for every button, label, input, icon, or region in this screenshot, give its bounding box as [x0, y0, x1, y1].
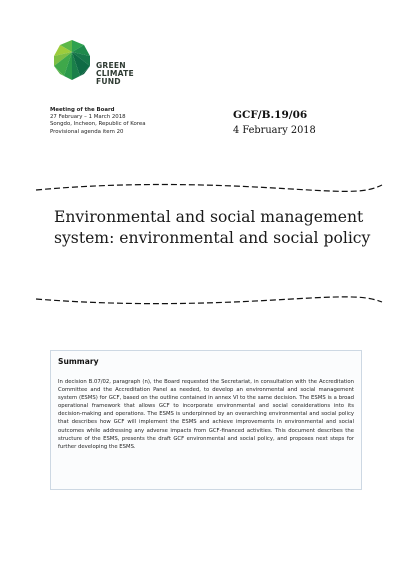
bottom-wave-divider — [34, 293, 384, 309]
globe-icon — [50, 38, 94, 82]
document-number: GCF/B.19/06 — [233, 109, 308, 121]
summary-box — [50, 350, 362, 490]
meeting-location: Songdo, Incheon, Republic of Korea — [50, 121, 146, 128]
agenda-item: Provisional agenda item 20 — [50, 128, 124, 135]
meeting-dates: 27 February – 1 March 2018 — [50, 114, 126, 121]
summary-text: In decision B.07/02, paragraph (n), the Board requested the Secretariat, in consultation with the Accreditation Committee and the Accreditation Panel as needed, to develop an environmental and social management system (ESMS) for GCF, based on the outline contained in annex VI to the same decision. The ESMS is a broad operational framework that allows GCF to incorporate environmental and social considerations into its decision-making and operations. The ESMS is underpinned by an overarching environmental and social policy that describes how GCF will implement the ESMS and achieve improvements in environmental and social outcomes while addressing any adverse impacts from GCF-financed activities. This document describes the structure of the ESMS, presents the draft GCF environmental and social policy, and proposes next steps for further developing the ESMS. — [58, 379, 354, 450]
logo-line: GREEN — [96, 61, 126, 70]
green-climate-fund-logo — [50, 38, 170, 98]
logo-line: CLIMATE — [96, 69, 134, 79]
document-date: 4 February 2018 — [233, 125, 316, 136]
top-wave-divider — [34, 180, 384, 196]
meeting-info — [50, 107, 220, 136]
logo-line: FUND — [96, 77, 121, 87]
logo-wordmark — [96, 62, 134, 87]
summary-heading: Summary — [58, 357, 99, 366]
document-title: Environmental and social management system: environmental and social policy — [54, 208, 371, 247]
meeting-heading: Meeting of the Board — [50, 107, 115, 113]
